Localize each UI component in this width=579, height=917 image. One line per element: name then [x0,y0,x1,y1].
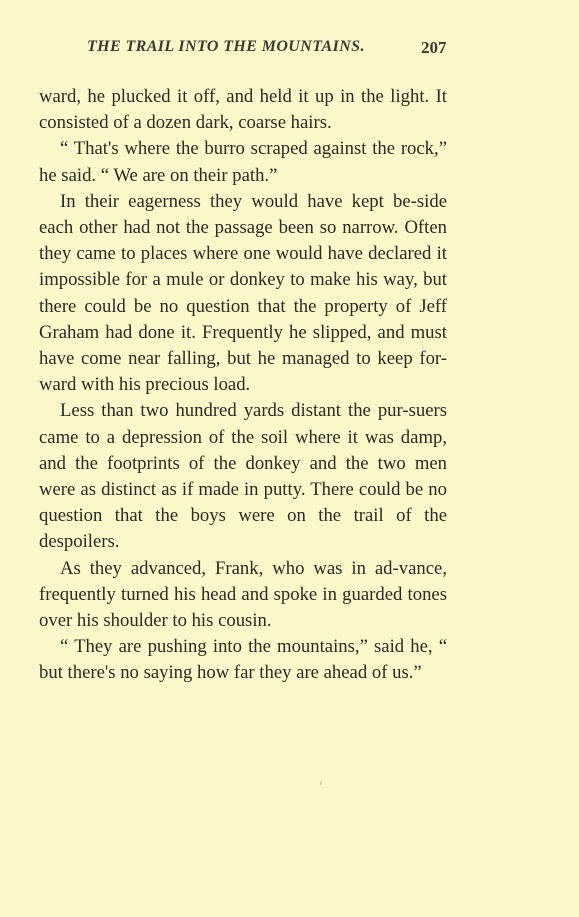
paragraph-6: “ They are pushing into the mountains,” said he, “ but there's no saying how far they are ahead of us.” [39,636,447,684]
page-number: 207 [421,38,447,57]
body-text [39,84,447,687]
paragraph-2: “ That's where the burro scraped against the rock,” he said. “ We are on their path.” [39,138,447,186]
paragraph-1: ward, he plucked it off, and held it up in the light. It consisted of a dozen dark, coarse hairs. [39,86,447,134]
paper-speck [320,781,322,785]
page-header [0,38,579,62]
paragraph-5: As they advanced, Frank, who was in ad-vance, frequently turned his head and spoke in guarded tones over his shoulder to his cousin. [39,557,447,632]
paragraph-4: Less than two hundred yards distant the pur-suers came to a depression of the soil where it was damp, and the footprints of the donkey and the two men were as distinct as if made in putty. There could be no question that the boys were on the trail of the despoilers. [39,400,447,553]
paragraph-3: In their eagerness they would have kept be-side each other had not the passage been so narrow. Often they came to places where one would have declared it impossible for a mule or donkey to make his way, but there could be no question that the property of Jeff Graham had done it. Frequently he slipped, and must have come near falling, but he managed to keep for-ward with his precious load. [39,190,447,396]
running-title: THE TRAIL INTO THE MOUNTAINS. [87,38,365,55]
